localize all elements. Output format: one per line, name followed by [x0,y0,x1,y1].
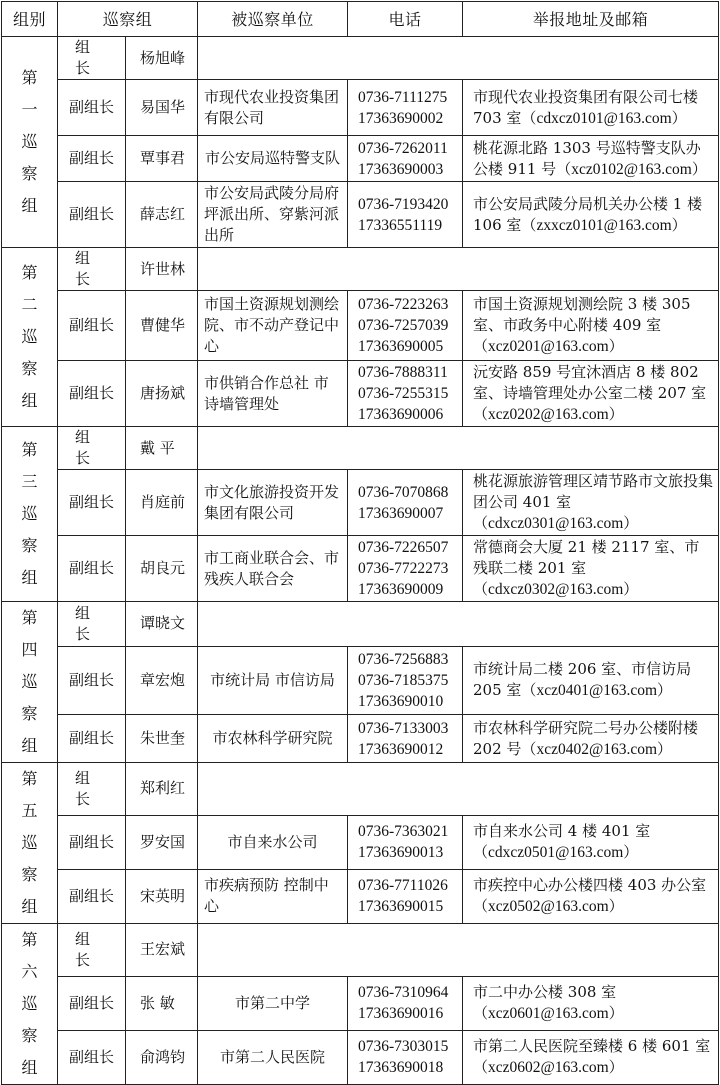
group-name-text: 第五巡察组 [21,769,38,916]
inspected-unit: 市统计局 市信访局 [198,646,348,715]
deputy-name: 易国华 [126,80,198,136]
phone-number: 0736-7711026 [358,877,448,895]
leader-row [2,427,719,470]
deputy-role: 副组长 [58,976,126,1030]
phone-number: 17363690013 [358,844,444,862]
deputy-row [2,1030,719,1084]
phone-cell [348,815,463,869]
deputy-name: 唐扬斌 [126,361,198,427]
group-name [2,248,58,427]
deputy-row [2,470,719,536]
phone-number: 0736-7255315 [358,385,449,402]
deputy-name: 章宏炮 [126,646,198,715]
inspected-unit: 市农林科学研究院 [198,715,348,763]
phone-number: 17363690015 [358,898,444,916]
phone-cell [348,291,463,361]
phone-number: 0736-7226507 [358,539,449,556]
inspected-unit: 市现代农业投资集团有限公司 [198,80,348,136]
header-report: 举报地址及邮箱 [463,2,719,37]
report-address-cell: 桃花源北路 1303 号巡特警支队办公楼 911 号（xcz0102@163.com） [463,136,719,182]
deputy-name: 肖庭前 [126,470,198,536]
deputy-role: 副组长 [58,869,126,923]
phone-number: 0736-7722273 [358,560,449,577]
phone-number: 17363690003 [358,160,444,178]
leader-role-text: 组长 [74,428,108,467]
phone-number: 0736-7262011 [358,139,448,157]
phone-number: 17363690009 [358,581,444,598]
report-address: 桃花源北路 1303 号巡特警支队办公楼 911 号 [473,138,701,178]
leader-row [2,248,719,291]
report-email: xcz0601@163.com [488,1005,609,1023]
deputy-role: 副组长 [58,715,126,763]
leader-name: 杨旭峰 [126,37,198,80]
report-address-cell: 市第二人民医院至臻楼 6 楼 601 室（xcz0602@163.com） [463,1030,719,1084]
group-name-text: 第四巡察组 [21,608,38,755]
inspected-unit: 市工商业联合会、市残疾人联合会 [198,536,348,602]
report-email: cdxcz0302@163.com [488,581,624,598]
leader-role-text: 组长 [74,768,108,808]
group-name [2,602,58,763]
header-unit: 被巡察单位 [198,2,348,37]
report-address-cell: 市农林科学研究院二号办公楼附楼 202 号（xcz0402@163.com） [463,715,719,763]
leader-name: 谭晓文 [126,602,198,647]
phone-cell [348,361,463,427]
inspected-unit: 市第二人民医院 [198,1030,348,1084]
deputy-row [2,976,719,1030]
report-email: xcz0102@163.com [571,160,692,178]
leader-row [2,924,719,977]
report-address: 市现代农业投资集团有限公司七楼 703 室 [473,87,699,127]
deputy-role: 副组长 [58,361,126,427]
deputy-name: 胡良元 [126,536,198,602]
phone-number: 17363690010 [358,692,444,710]
deputy-row [2,80,719,136]
leader-row-blank [198,427,719,470]
leader-name: 戴 平 [126,427,198,470]
phone-number: 17363690002 [358,109,444,127]
deputy-role: 副组长 [58,182,126,248]
report-email: xcz0602@163.com [488,1059,609,1077]
leader-row-blank [198,924,719,977]
deputy-role: 副组长 [58,470,126,536]
header-team: 巡察组 [58,2,198,37]
leader-row-blank [198,37,719,80]
inspected-unit: 市公安局武陵分局府坪派出所、穿紫河派出所 [198,182,348,248]
deputy-row [2,646,719,715]
group-name [2,763,58,924]
report-email: xcz0502@163.com [488,898,609,916]
deputy-row [2,361,719,427]
leader-role-text: 组长 [74,249,108,288]
group-name [2,37,58,248]
group-name-text: 第二巡察组 [21,263,38,410]
phone-cell [348,976,463,1030]
report-address-cell: 市现代农业投资集团有限公司七楼 703 室（cdxcz0101@163.com） [463,80,719,136]
inspected-unit: 市第二中学 [198,976,348,1030]
report-address-cell: 市统计局二楼 206 室、市信访局 205 室（xcz0401@163.com） [463,646,719,715]
report-address: 常德商会大厦 21 楼 2117 室、市残联二楼 201 室 [473,538,700,577]
inspected-unit: 市自来水公司 [198,815,348,869]
deputy-name: 覃事君 [126,136,198,182]
phone-cell [348,182,463,248]
report-address-cell: 市国土资源规划测绘院 3 楼 305 室、市政务中心附楼 409 室（xcz0201@163.com） [463,291,719,361]
deputy-name: 薛志红 [126,182,198,248]
leader-row-blank [198,602,719,647]
header-group: 组别 [2,2,58,37]
report-address: 市农林科学研究院二号办公楼附楼 202 号 [473,718,699,758]
report-address: 市公安局武陵分局机关办公楼 1 楼 106 室 [473,194,703,234]
phone-cell [348,470,463,536]
leader-role [58,763,126,816]
report-email: xcz0201@163.com [488,338,609,355]
report-email: xcz0402@163.com [536,740,658,758]
deputy-row [2,715,719,763]
deputy-row [2,182,719,248]
leader-role [58,602,126,647]
phone-number: 17363690018 [358,1059,444,1077]
leader-role-text: 组长 [74,929,108,969]
report-address: 市自来水公司 4 楼 401 室 [473,822,651,841]
group-name-text: 第一巡察组 [21,68,38,215]
deputy-name: 曹健华 [126,291,198,361]
report-email: cdxcz0301@163.com [488,515,624,532]
report-email: zxxcz0101@163.com [536,216,672,234]
deputy-name: 朱世奎 [126,715,198,763]
deputy-role: 副组长 [58,646,126,715]
deputy-row [2,815,719,869]
phone-number: 0736-7193420 [358,195,449,213]
inspection-table [1,1,719,1085]
deputy-role: 副组长 [58,815,126,869]
phone-number: 0736-7185375 [358,671,449,689]
phone-cell [348,715,463,763]
leader-row-blank [198,248,719,291]
leader-role-text: 组长 [74,603,108,643]
leader-row-blank [198,763,719,816]
phone-number: 0736-7070868 [358,483,449,501]
deputy-role: 副组长 [58,291,126,361]
phone-number: 0736-7257039 [358,317,449,334]
phone-number: 0736-7111275 [358,88,448,106]
report-email: cdxcz0501@163.com [488,844,624,862]
leader-name: 郑利红 [126,763,198,816]
group-name [2,924,58,1085]
deputy-name: 罗安国 [126,815,198,869]
deputy-name: 张 敏 [126,976,198,1030]
phone-cell [348,646,463,715]
deputy-row [2,536,719,602]
deputy-role: 副组长 [58,1030,126,1084]
deputy-row [2,869,719,923]
inspected-unit: 市供销合作总社 市诗墙管理处 [198,361,348,427]
leader-role-text: 组长 [74,38,108,77]
report-address: 市疾控中心办公楼四楼 403 办公室 [473,876,707,895]
phone-number: 17363690012 [358,740,444,758]
phone-number: 0736-7256883 [358,650,449,668]
deputy-row [2,136,719,182]
leader-row [2,37,719,80]
phone-cell [348,869,463,923]
phone-number: 0736-7303015 [358,1038,449,1056]
group-name-text: 第六巡察组 [21,930,38,1077]
leader-name: 许世林 [126,248,198,291]
phone-number: 17363690005 [358,338,444,355]
deputy-role: 副组长 [58,80,126,136]
table-body [2,37,719,1085]
report-address: 市统计局二楼 206 室、市信访局 205 室 [473,660,692,700]
report-email: xcz0202@163.com [488,406,609,423]
report-address: 沅安路 859 号宜沐酒店 8 楼 802 室、诗墙管理处办公室二楼 207 室 [473,363,707,402]
deputy-name: 宋英明 [126,869,198,923]
leader-name: 王宏斌 [126,924,198,977]
report-address-cell: 市二中办公楼 308 室（xcz0601@163.com） [463,976,719,1030]
phone-number: 17363690016 [358,1005,444,1023]
report-address-cell: 沅安路 859 号宜沐酒店 8 楼 802 室、诗墙管理处办公室二楼 207 室（xcz0202@163.com） [463,361,719,427]
phone-number: 0736-7223263 [358,296,449,313]
deputy-row [2,291,719,361]
header-phone: 电话 [348,2,463,37]
deputy-name: 俞鸿钧 [126,1030,198,1084]
phone-number: 0736-7888311 [358,364,448,381]
phone-cell [348,536,463,602]
phone-cell [348,1030,463,1084]
phone-number: 0736-7363021 [358,823,449,841]
leader-role [58,427,126,470]
report-address: 市国土资源规划测绘院 3 楼 305 室、市政务中心附楼 409 室 [473,295,691,334]
group-name [2,427,58,602]
leader-row [2,763,719,816]
inspected-unit: 市国土资源规划测绘院、市不动产登记中心 [198,291,348,361]
phone-number: 0736-7133003 [358,719,449,737]
group-name-text: 第三巡察组 [21,440,38,587]
phone-number: 17363690006 [358,406,444,423]
inspected-unit: 市公安局巡特警支队 [198,136,348,182]
phone-number: 0736-7310964 [358,984,449,1002]
inspected-unit: 市文化旅游投资开发集团有限公司 [198,470,348,536]
leader-row [2,602,719,647]
report-address: 市第二人民医院至臻楼 6 楼 601 室 [473,1037,711,1056]
deputy-role: 副组长 [58,136,126,182]
report-address-cell: 桃花源旅游管理区靖节路市文旅投集团公司 401 室（cdxcz0301@163.com） [463,470,719,536]
report-email: cdxcz0101@163.com [536,109,672,127]
phone-number: 17336551119 [358,216,443,234]
leader-role [58,924,126,977]
leader-role [58,37,126,80]
report-address: 市二中办公楼 308 室 [473,983,617,1002]
report-address-cell: 市自来水公司 4 楼 401 室（cdxcz0501@163.com） [463,815,719,869]
report-address-cell: 常德商会大厦 21 楼 2117 室、市残联二楼 201 室（cdxcz0302@163.com） [463,536,719,602]
report-address-cell: 市疾控中心办公楼四楼 403 办公室（xcz0502@163.com） [463,869,719,923]
report-email: xcz0401@163.com [536,682,658,700]
deputy-role: 副组长 [58,536,126,602]
header-row [2,2,719,37]
phone-number: 17363690007 [358,504,444,522]
report-address-cell: 市公安局武陵分局机关办公楼 1 楼 106 室（zxxcz0101@163.com） [463,182,719,248]
report-address: 桃花源旅游管理区靖节路市文旅投集团公司 401 室 [473,472,714,511]
inspected-unit: 市疾病预防 控制中心 [198,869,348,923]
phone-cell [348,136,463,182]
leader-role [58,248,126,291]
phone-cell [348,80,463,136]
